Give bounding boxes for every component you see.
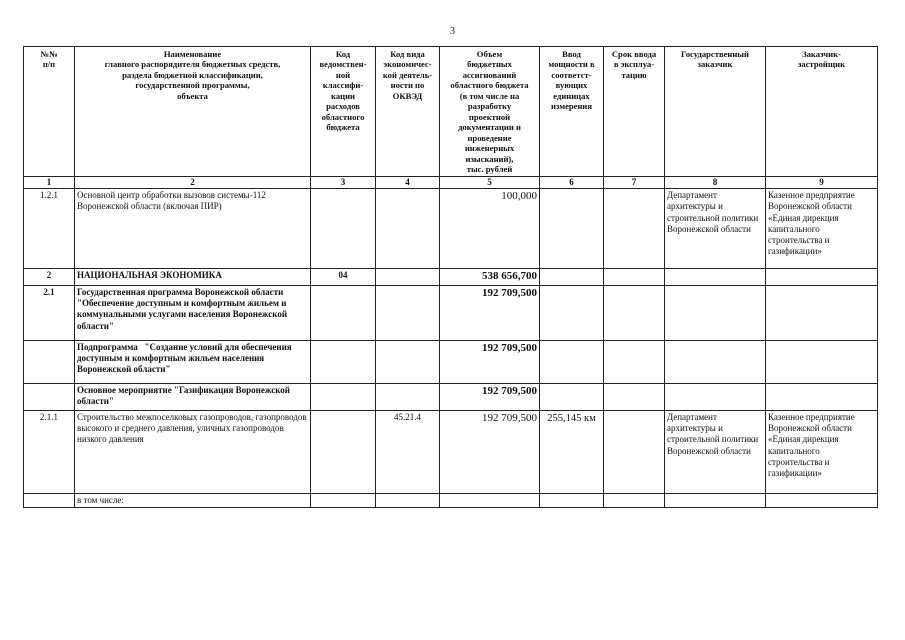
- row-developer: [766, 383, 878, 410]
- row-name: Основное мероприятие "Газификация Воронежской области": [75, 383, 311, 410]
- row-okved: [376, 269, 440, 286]
- row-customer: [665, 340, 766, 383]
- empty-cell: [540, 493, 604, 507]
- column-number: 2: [75, 176, 311, 188]
- table-row: [24, 269, 878, 286]
- row-num: 1.2.1: [24, 189, 75, 269]
- row-okved: [376, 189, 440, 269]
- col-header-developer: Заказчик- застройщик: [766, 47, 878, 177]
- col-header-capacity: Ввод мощности в соответст- вующих единицах измерения: [540, 47, 604, 177]
- row-num: [24, 383, 75, 410]
- row-num: [24, 340, 75, 383]
- row-okved: [376, 383, 440, 410]
- row-capacity: [540, 269, 604, 286]
- col-header-name: Наименование главного распорядителя бюджетных средств, раздела бюджетной классификации, государственной программы, объекта: [75, 47, 311, 177]
- page-number: 3: [450, 26, 455, 37]
- empty-cell: [440, 493, 540, 507]
- row-developer: [766, 340, 878, 383]
- row-name: НАЦИОНАЛЬНАЯ ЭКОНОМИКА: [75, 269, 311, 286]
- row-capacity: [540, 383, 604, 410]
- row-customer: Департамент архитектуры и строительной политики Воронежской области: [665, 189, 766, 269]
- table-row: [24, 493, 878, 507]
- row-deadline: [604, 383, 665, 410]
- column-number: 5: [440, 176, 540, 188]
- row-dept-code: [311, 189, 376, 269]
- row-capacity: 255,145 км: [540, 410, 604, 493]
- row-dept-code: [311, 285, 376, 340]
- row-name: Государственная программа Воронежской области "Обеспечение доступным и комфортным жильем и коммунальными услугами населения Воронежской области": [75, 285, 311, 340]
- col-header-amount: Объем бюджетных ассигнований областного бюджета (в том числе на разработку проектной документации и проведение инженерных изысканий), тыс. рублей: [440, 47, 540, 177]
- col-header-num: №№ п/п: [24, 47, 75, 177]
- row-dept-code: [311, 410, 376, 493]
- empty-cell: [311, 493, 376, 507]
- col-header-customer: Государственный заказчик: [665, 47, 766, 177]
- row-dept-code: 04: [311, 269, 376, 286]
- row-dept-code: [311, 383, 376, 410]
- row-deadline: [604, 285, 665, 340]
- row-developer: Казенное предприятие Воронежской области «Единая дирекция капитального строительства и газификации»: [766, 189, 878, 269]
- row-amount: 192 709,500: [440, 383, 540, 410]
- row-developer: Казенное предприятие Воронежской области «Единая дирекция капитального строительства и газификации»: [766, 410, 878, 493]
- row-capacity: [540, 285, 604, 340]
- row-customer: [665, 285, 766, 340]
- row-num: 2.1.1: [24, 410, 75, 493]
- row-developer: [766, 285, 878, 340]
- row-num: [24, 493, 75, 507]
- table-row: [24, 285, 878, 340]
- row-dept-code: [311, 340, 376, 383]
- row-amount: 538 656,700: [440, 269, 540, 286]
- column-number: 9: [766, 176, 878, 188]
- row-customer: [665, 269, 766, 286]
- row-capacity: [540, 189, 604, 269]
- empty-cell: [665, 493, 766, 507]
- row-deadline: [604, 189, 665, 269]
- column-number: 4: [376, 176, 440, 188]
- budget-table: [23, 46, 878, 508]
- col-header-dept-code: Код ведомствен- ной классифи- кации расходов областного бюджета: [311, 47, 376, 177]
- column-number: 7: [604, 176, 665, 188]
- table-row: [24, 410, 878, 493]
- row-amount: 192 709,500: [440, 340, 540, 383]
- row-name: Подпрограмма "Создание условий для обеспечения доступным и комфортным жильем населения Воронежской области": [75, 340, 311, 383]
- empty-cell: [766, 493, 878, 507]
- row-num: 2: [24, 269, 75, 286]
- col-header-deadline: Срок ввода в эксплуа- тацию: [604, 47, 665, 177]
- column-number: 1: [24, 176, 75, 188]
- col-header-okved: Код вида экономичес- кой деятель- ности по ОКВЭД: [376, 47, 440, 177]
- table-row: [24, 340, 878, 383]
- table-header-row: [24, 47, 878, 177]
- row-okved: [376, 285, 440, 340]
- empty-cell: [376, 493, 440, 507]
- column-number: 3: [311, 176, 376, 188]
- row-deadline: [604, 269, 665, 286]
- row-deadline: [604, 340, 665, 383]
- row-developer: [766, 269, 878, 286]
- row-name: Строительство межпоселковых газопроводов, газопроводов высокого и среднего давления, уличных газопроводов низкого давления: [75, 410, 311, 493]
- row-amount: 192 709,500: [440, 285, 540, 340]
- row-okved: [376, 340, 440, 383]
- row-okved: 45.21.4: [376, 410, 440, 493]
- including-label: в том числе:: [75, 493, 311, 507]
- row-num: 2.1: [24, 285, 75, 340]
- row-customer: [665, 383, 766, 410]
- column-number: 6: [540, 176, 604, 188]
- row-name: Основной центр обработки вызовов системы-112 Воронежской области (включая ПИР): [75, 189, 311, 269]
- empty-cell: [604, 493, 665, 507]
- column-number: 8: [665, 176, 766, 188]
- row-deadline: [604, 410, 665, 493]
- column-number-row: [24, 176, 878, 188]
- row-customer: Департамент архитектуры и строительной политики Воронежской области: [665, 410, 766, 493]
- table-row: [24, 383, 878, 410]
- row-amount: 192 709,500: [440, 410, 540, 493]
- table-row: [24, 189, 878, 269]
- row-capacity: [540, 340, 604, 383]
- row-amount: 100,000: [440, 189, 540, 269]
